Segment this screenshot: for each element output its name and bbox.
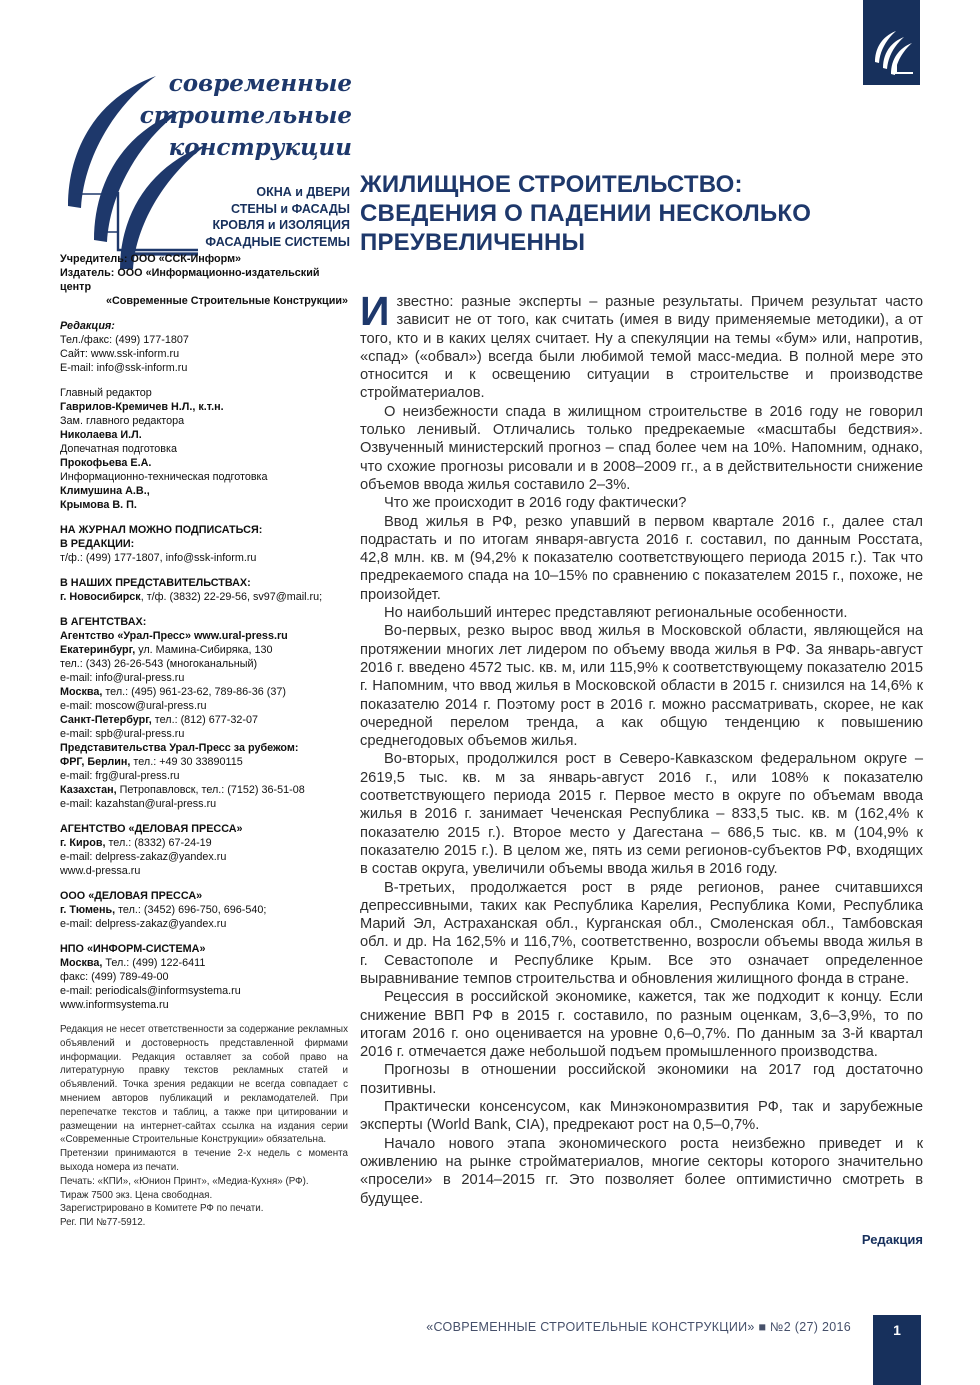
article-paragraph: О неизбежности спада в жилищном строительстве в 2016 году не говорил только ленивый. Отличались только предрекаемые «масштабы бедствия». Озвученный министерский прогноз – спад более чем на 10%. Напомним, однако, что схожие прогнозы рисовали и в 2008–2009 гг., а в действительности снижение объемов ввода жилья составило 2–3%. (360, 403, 923, 493)
masthead-line (60, 498, 348, 512)
masthead-line (60, 266, 348, 294)
masthead-text: Сайт: www.ssk-inform.ru (60, 348, 180, 360)
masthead-text: тел.: (3452) 696-750, 696-540; (115, 904, 267, 916)
masthead-line (60, 822, 348, 836)
masthead-line (60, 970, 348, 984)
masthead-line (60, 727, 348, 741)
logo-script-line: строительные (139, 102, 352, 129)
masthead-text: e-mail: kazahstan@ural-press.ru (60, 798, 217, 810)
masthead-text: Допечатная подготовка (60, 443, 177, 455)
masthead-text: Информационно-техническая подготовка (60, 471, 268, 483)
page-number: 1 (893, 1322, 901, 1338)
logo-script-text (140, 68, 352, 164)
masthead-line (60, 797, 348, 811)
fineprint-paragraph: Претензии принимаются в течение 2-х недель с момента выхода номера из печати. (60, 1148, 348, 1173)
fineprint-paragraph: Редакция не несет ответственности за содержание рекламных объявлений и достоверность представленной фирмами информации. Редакция оставляет за собой право на литературную правку текстов рекламных статей и объявлений. Точка зрения редакции не всегда совпадает с мнением авторов публикаций и рекламодателей. При перепечатке текстов и таблиц, а также при цитировании и размещении на интернет-сайтах ссылка на издания серии «Современные Строительные Конструкции» обязательна. (60, 1024, 348, 1146)
masthead-block (60, 889, 348, 931)
masthead-line (60, 551, 348, 565)
masthead-text: Екатеринбург, (60, 644, 136, 656)
masthead-text: Учредитель: ООО «ССК-Информ» (60, 253, 242, 265)
masthead-text: НПО «ИНФОРМ-СИСТЕМА» (60, 943, 206, 955)
article-signature: Редакция (861, 1231, 923, 1247)
masthead-text: www.informsystema.ru (60, 999, 169, 1011)
masthead-text: E-mail: info@ssk-inform.ru (60, 362, 188, 374)
masthead-text: Москва, (60, 686, 103, 698)
masthead-text: г. Киров, (60, 837, 106, 849)
masthead-line (60, 347, 348, 361)
masthead-line (60, 456, 348, 470)
masthead-text: В АГЕНТСТВАХ: (60, 616, 147, 628)
masthead-text: ул. Мамина-Сибиряка, 130 (135, 644, 273, 656)
masthead-text: Прокофьева Е.А. (60, 457, 152, 469)
masthead-text: тел.: (8332) 67-24-19 (105, 837, 212, 849)
fineprint-paragraph: Зарегистрировано в Комитете РФ по печати. (60, 1203, 264, 1215)
masthead-text: тел.: (812) 677-32-07 (151, 714, 258, 726)
logo-script-line: конструкции (168, 134, 352, 161)
masthead-line (60, 769, 348, 783)
logo-script-line: современные (168, 70, 352, 97)
article-paragraph: Во-вторых, продолжился рост в Северо-Кавказском федеральном округе – 2619,5 тыс. кв. м за январь-август 2016 г., или 108% к показателю соответствующего периода 2015 г. Первое место в округе по объемам ввода жилья в 2016 г. занимает Чеченская Республика – 833,5 тыс. кв. м (162,4% к показателю 2015 г.). Второе место у Дагестана – 686,5 тыс. кв. м (104,9% к показателю 2015 г.). В целом же, пять из семи регионов-субъектов РФ, входящих в состав округа, увеличили объемы ввода жилья в 2016 году. (360, 751, 923, 878)
article-paragraph: Рецессия в российской экономике, кажется, так же подходит к концу. Если снижение ВВП РФ в 2015 г. составило, по разным оценкам, 3,6–3,9%, то по итогам 2016 г. оно оценивается на уровне 0,6–0,7%. По данным за 3-й квартал 2016 г. отмечается даже небольшой подъем промышленного производства. (360, 989, 923, 1061)
masthead-text: www.d-pressa.ru (60, 865, 141, 877)
article-paragraph: Практически консенсусом, как Минэкономразвития РФ, так и зарубежные эксперты (World Bank, CIA), предрекают рост на 0,5–0,7%. (360, 1099, 923, 1134)
masthead-line (60, 836, 348, 850)
masthead-line (60, 984, 348, 998)
masthead-text: Москва, (60, 957, 103, 969)
masthead-text: Зам. главного редактора (60, 415, 185, 427)
masthead-line (60, 319, 348, 333)
masthead-line (60, 252, 348, 266)
masthead-sidebar (60, 252, 348, 1230)
masthead-text: e-mail: delpress-zakaz@yandex.ru (60, 851, 227, 863)
article-column (360, 170, 923, 1247)
masthead-line (60, 615, 348, 629)
article-title-line: ЖИЛИЩНОЕ СТРОИТЕЛЬСТВО: (360, 171, 743, 198)
masthead-text: Крымова В. П. (60, 499, 137, 511)
masthead-line (60, 864, 348, 878)
logo-topic-line: ОКНА и ДВЕРИ (256, 185, 350, 199)
masthead-line (60, 741, 348, 755)
masthead-block (60, 942, 348, 1012)
masthead-line (60, 590, 348, 604)
masthead-text: e-mail: info@ural-press.ru (60, 672, 185, 684)
masthead-line (60, 783, 348, 797)
masthead-text: Климушина А.В., (60, 485, 150, 497)
masthead-line (60, 671, 348, 685)
masthead-line (60, 484, 348, 498)
masthead-line (60, 685, 348, 699)
masthead-line (60, 470, 348, 484)
masthead-text: В РЕДАКЦИИ: (60, 538, 135, 550)
article-paragraph: Что же происходит в 2016 году фактически? (384, 495, 687, 512)
masthead-text: т/ф.: (499) 177-1807, info@ssk-inform.ru (60, 552, 257, 564)
journal-logo (60, 58, 352, 256)
masthead-line (60, 576, 348, 590)
masthead-text: Казахстан, (60, 784, 117, 796)
masthead-text: e-mail: periodicals@informsystema.ru (60, 985, 241, 997)
masthead-text: Санкт-Петербург, (60, 714, 152, 726)
masthead-text: Редакция: (60, 320, 115, 332)
publisher-logo-mark (863, 0, 920, 85)
masthead-block (60, 615, 348, 811)
masthead-line (60, 442, 348, 456)
masthead-text: e-mail: delpress-zakaz@yandex.ru (60, 918, 227, 930)
masthead-line (60, 414, 348, 428)
masthead-text: Николаева И.Л. (60, 429, 142, 441)
dropcap-letter: И (360, 288, 390, 334)
masthead-block (60, 523, 348, 565)
masthead-line (60, 294, 348, 308)
fineprint-paragraph: Тираж 7500 экз. Цена свободная. (60, 1189, 213, 1201)
masthead-text: Главный редактор (60, 387, 152, 399)
article-paragraph: В-третьих, продолжается рост в ряде регионов, ранее считавшихся депрессивными, таких как Республика Карелия, Республика Коми, Республика Марий Эл, Астраханская обл., Курганская обл., Смоленская обл., Тамбовская обл. и др. На 162,5% и 116,7%, соответственно, возросли объемы ввода жилья в г. Севастополе и Республике Крым. Все это означает определенное выравнивание темпов строительства и обновления жилищного фонда в стране. (360, 879, 923, 987)
article-title (360, 170, 923, 257)
article-paragraph: Ввод жилья в РФ, резко упавший в первом квартале 2016 г., далее стал подрастать и по итогам января-августа 2016 г. составил, по данным Росстата, 42,8 млн. кв. м (94,2% к показателю соответствующего периода 2015 г.). Так что предрекаемого спада на 10–15% по сравнению с показателем 2015 г., похоже, не произойдет. (360, 513, 923, 603)
article-title-line: СВЕДЕНИЯ О ПАДЕНИИ НЕСКОЛЬКО (360, 200, 812, 227)
masthead-line (60, 643, 348, 657)
masthead-text: тел.: (495) 961-23-62, 789-86-36 (37) (102, 686, 286, 698)
logo-topic-line: КРОВЛЯ и ИЗОЛЯЦИЯ (212, 218, 350, 232)
masthead-line (60, 537, 348, 551)
article-paragraph: Но наибольший интерес представляют региональные особенности. (384, 605, 848, 622)
masthead-line (60, 942, 348, 956)
logo-topic-line: ФАСАДНЫЕ СИСТЕМЫ (205, 234, 350, 249)
masthead-text: e-mail: spb@ural-press.ru (60, 728, 185, 740)
footer-journal-line: «СОВРЕМЕННЫЕ СТРОИТЕЛЬНЫЕ КОНСТРУКЦИИ» ■ №2 (27) 2016 (426, 1320, 851, 1334)
masthead-line (60, 361, 348, 375)
masthead-text: В НАШИХ ПРЕДСТАВИТЕЛЬСТВАХ: (60, 577, 251, 589)
masthead-line (60, 386, 348, 400)
article-paragraph: Во-первых, резко вырос ввод жилья в Московской области, являющейся на протяжении многих лет лидером по объему ввода жилья в РФ. За январь-август 2016 г. введено 4572 тыс. кв. м, или 115,9% к соответствующему показателю 2015 г. Напомним, что ввод жилья в Московской области в 2015 г. снизился на 14,6% к показателю 2014 г. Поэтому рост в 2016 г. можно рассматривать, скорее, не как очередной перелом тренда, а как общую тенденцию к повышению среднегодовых объемов жилья. (360, 623, 923, 750)
masthead-block (60, 822, 348, 878)
masthead-line (60, 699, 348, 713)
mini-swoosh-icon (863, 0, 920, 85)
fineprint-paragraph: Печать: «КПИ», «Юнион Принт», «Медиа-Кухня» (РФ). (60, 1175, 309, 1187)
article-body (360, 288, 923, 1208)
masthead-line (60, 917, 348, 931)
masthead-line (60, 428, 348, 442)
article-title-line: ПРЕУВЕЛИЧЕННЫ (360, 229, 586, 256)
logo-topics (205, 184, 350, 250)
masthead-block (60, 576, 348, 604)
masthead-line (60, 850, 348, 864)
page-number-badge (873, 1315, 921, 1385)
masthead-line (60, 713, 348, 727)
masthead-text: ФРГ, Берлин, (60, 756, 131, 768)
masthead-line (60, 903, 348, 917)
masthead-text: г. Тюмень, (60, 904, 116, 916)
masthead-block (60, 252, 348, 308)
masthead-text: e-mail: moscow@ural-press.ru (60, 700, 207, 712)
article-paragraph: Известно: разные эксперты – разные результаты. Причем результат часто зависит не от того, как считать (имея в виду применяемые методики), а от того, кто и в каких целях считает. Ну а спекуляции на темы «бум» или, напротив, «спад» («обвал») всегда были любимой темой масс-медиа. В полной мере это относится и к освещению ситуации в строительстве и производстве стройматериалов. (360, 288, 923, 402)
masthead-text: e-mail: frg@ural-press.ru (60, 770, 180, 782)
masthead-text: факс: (499) 789-49-00 (60, 971, 169, 983)
masthead-line (60, 889, 348, 903)
article-paragraph: Начало нового этапа экономического роста неизбежно приведет и к оживлению на рынке стройматериалов, многие секторы которого значительно «просели» в 2014–2015 гг. Это позволяет более оптимистично смотреть в будущее. (360, 1135, 923, 1207)
masthead-line (60, 998, 348, 1012)
masthead-line (60, 657, 348, 671)
masthead-text: , т/ф. (3832) 22-29-56, sv97@mail.ru; (140, 591, 323, 603)
article-paragraph: Прогнозы в отношении российской экономики на 2017 год достаточно позитивны. (360, 1062, 923, 1097)
masthead-text: «Современные Строительные Конструкции» (106, 295, 348, 307)
masthead-text: НА ЖУРНАЛ МОЖНО ПОДПИСАТЬСЯ: (60, 524, 263, 536)
masthead-line (60, 523, 348, 537)
masthead-text: Петропавловск, тел.: (7152) 36-51-08 (116, 784, 305, 796)
masthead-block (60, 386, 348, 512)
masthead-text: Тел.: (499) 122-6411 (102, 957, 206, 969)
masthead-text: ООО «ДЕЛОВАЯ ПРЕССА» (60, 890, 203, 902)
masthead-text: Представительства Урал-Пресс за рубежом: (60, 742, 299, 754)
masthead-text: Гаврилов-Кремичев Н.Л., к.т.н. (60, 401, 224, 413)
masthead-text: тел.: +49 30 33890115 (130, 756, 243, 768)
masthead-line (60, 755, 348, 769)
masthead-line (60, 333, 348, 347)
masthead-fineprint (60, 1023, 348, 1230)
masthead-text: тел.: (343) 26-26-543 (многоканальный) (60, 658, 258, 670)
masthead-text: Агентство «Урал-Пресс» www.ural-press.ru (60, 630, 288, 642)
masthead-line (60, 956, 348, 970)
fineprint-paragraph: Рег. ПИ №77-5912. (60, 1217, 146, 1229)
masthead-text: АГЕНТСТВО «ДЕЛОВАЯ ПРЕССА» (60, 823, 243, 835)
masthead-line (60, 400, 348, 414)
masthead-line (60, 629, 348, 643)
masthead-block (60, 319, 348, 375)
masthead-text: Издатель: ООО «Информационно-издательский центр (60, 267, 320, 293)
masthead-text: г. Новосибирск (60, 591, 141, 603)
masthead-text: Тел./факс: (499) 177-1807 (60, 334, 189, 346)
logo-topic-line: СТЕНЫ и ФАСАДЫ (230, 201, 350, 216)
